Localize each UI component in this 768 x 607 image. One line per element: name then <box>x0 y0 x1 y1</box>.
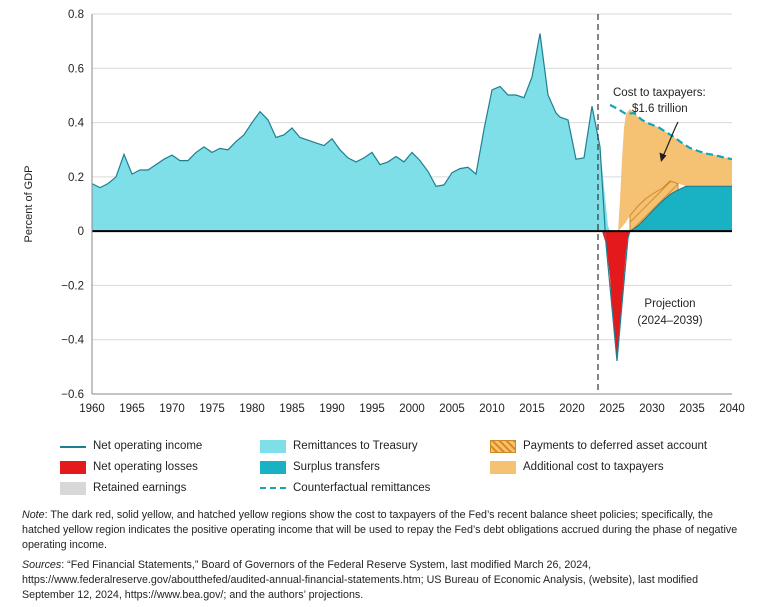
area-remittances-to-treasury <box>92 34 610 232</box>
x-tick-6: 1990 <box>319 403 345 415</box>
legend-label-net-operating-income: Net operating income <box>93 440 203 452</box>
y-tick-5: −0.2 <box>61 280 84 293</box>
y-axis-title: Percent of GDP <box>23 165 35 243</box>
y-tick-3: 0.2 <box>68 171 84 184</box>
legend-swatch-dashed-line-icon <box>260 482 286 495</box>
annotation-cost-line1: Cost to taxpayers: <box>613 87 706 99</box>
x-tick-11: 2015 <box>519 403 545 415</box>
legend-row-2 <box>60 459 760 475</box>
legend-label-remittances-to-treasury: Remittances to Treasury <box>293 440 418 452</box>
sources-label: Sources <box>22 558 62 571</box>
x-tick-10: 2010 <box>479 403 505 415</box>
legend-item-retained-earnings <box>60 480 260 496</box>
legend-item-net-operating-losses <box>60 459 260 475</box>
legend-row-1 <box>60 438 760 454</box>
x-tick-12: 2020 <box>559 403 585 415</box>
y-tick-1: 0.6 <box>68 63 84 76</box>
legend-label-additional-cost-to-taxpayers: Additional cost to taxpayers <box>523 461 664 473</box>
legend-row-3 <box>60 480 760 496</box>
x-tick-labels <box>79 403 745 415</box>
legend-swatch-teal-icon <box>260 461 286 474</box>
legend-label-payments-to-deferred-asset-account: Payments to deferred asset account <box>523 440 708 452</box>
x-tick-13: 2025 <box>599 403 625 415</box>
figure-notes <box>22 508 752 603</box>
legend-swatch-line-icon <box>60 440 86 453</box>
note-paragraph <box>22 508 752 554</box>
x-tick-3: 1975 <box>199 403 225 415</box>
x-tick-9: 2005 <box>439 403 465 415</box>
legend-swatch-orange-icon <box>490 461 516 474</box>
x-tick-2: 1970 <box>159 403 185 415</box>
annotation-projection-line1: Projection <box>644 298 696 310</box>
legend-swatch-cyan-icon <box>260 440 286 453</box>
x-tick-8: 2000 <box>399 403 425 415</box>
legend-swatch-red-icon <box>60 461 86 474</box>
legend-swatch-hatch-icon <box>490 440 516 453</box>
y-tick-4: 0 <box>77 226 84 239</box>
y-tick-6: −0.4 <box>61 334 84 347</box>
legend-label-surplus-transfers: Surplus transfers <box>293 461 380 473</box>
sources-text: : “Fed Financial Statements,” Board of Governors of the Federal Reserve System, last modified March 26, 2024, https://www.federalreserve.gov/aboutthefed/audited-annual-financial-statements.htm; US Bureau of Economic Analysis, (website), last modified September 12, 2024, https://www.bea.gov/; and the authors’ projections. <box>22 558 699 601</box>
chart-legend <box>60 438 760 501</box>
y-tick-7: −0.6 <box>61 389 84 401</box>
note-label: Note <box>22 509 45 521</box>
legend-item-additional-cost-to-taxpayers <box>490 459 750 475</box>
annotation-projection <box>637 298 702 327</box>
x-tick-0: 1960 <box>79 403 105 415</box>
legend-label-net-operating-losses: Net operating losses <box>93 461 198 473</box>
sources-paragraph <box>22 558 752 604</box>
legend-swatch-gray-icon <box>60 482 86 495</box>
x-tick-1: 1965 <box>119 403 145 415</box>
annotation-projection-line2: (2024–2039) <box>637 315 703 327</box>
legend-item-net-operating-income <box>60 438 260 454</box>
y-tick-labels <box>61 9 84 401</box>
y-tick-2: 0.4 <box>68 117 84 130</box>
annotation-cost-line2: $1.6 trillion <box>632 103 688 115</box>
legend-label-retained-earnings: Retained earnings <box>93 482 187 494</box>
x-tick-14: 2030 <box>639 403 665 415</box>
x-tick-7: 1995 <box>359 403 385 415</box>
legend-item-counterfactual-remittances <box>260 480 490 496</box>
x-tick-16: 2040 <box>719 403 745 415</box>
legend-label-counterfactual-remittances: Counterfactual remittances <box>293 482 431 494</box>
legend-item-payments-to-deferred-asset-account <box>490 438 750 454</box>
x-tick-4: 1980 <box>239 403 265 415</box>
legend-item-remittances-to-treasury <box>260 438 490 454</box>
x-tick-5: 1985 <box>279 403 305 415</box>
y-tick-0: 0.8 <box>68 9 84 21</box>
note-text: : The dark red, solid yellow, and hatched yellow regions show the cost to taxpayers of the Fed’s recent balance sheet policies; specifically, the hatched yellow region indicates the positive operating income that will be used to repay the Fed’s debt obligations accrued during the phase of negative operating income. <box>22 509 738 552</box>
x-tick-15: 2035 <box>679 403 705 415</box>
legend-item-surplus-transfers <box>260 459 490 475</box>
